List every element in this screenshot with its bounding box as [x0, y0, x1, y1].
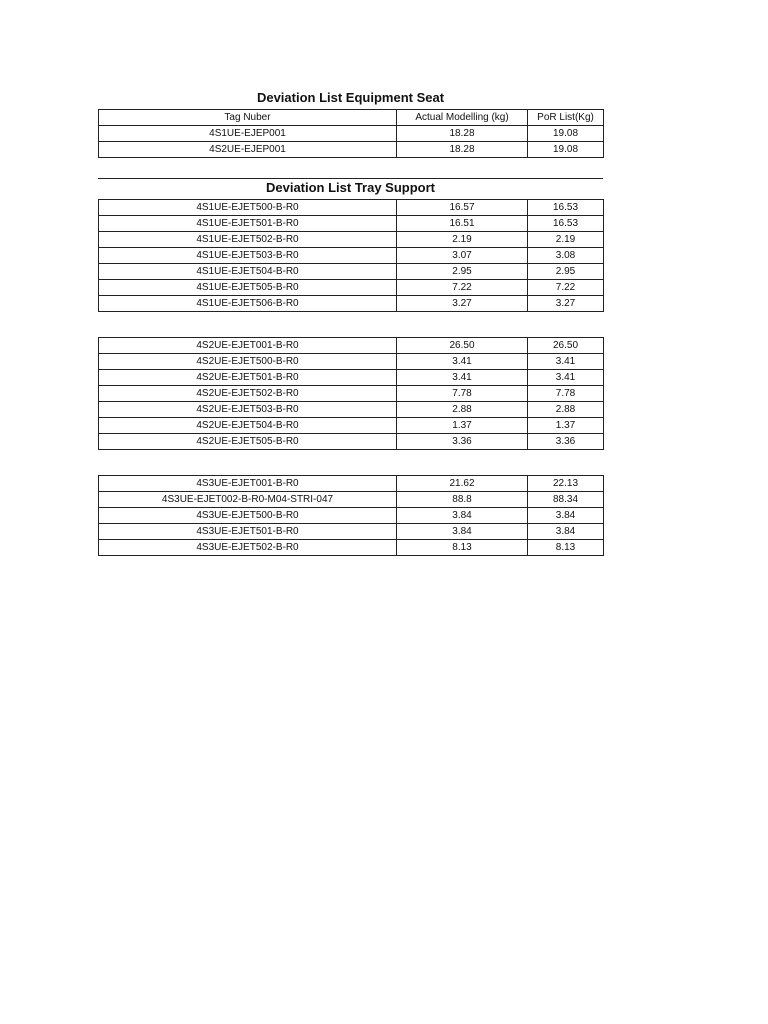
cell-actual: 3.27: [397, 296, 528, 312]
cell-por: 3.84: [528, 508, 604, 524]
section-divider: [98, 178, 603, 179]
cell-por: 7.78: [528, 386, 604, 402]
cell-tag: 4S1UE-EJET501-B-R0: [99, 216, 397, 232]
table-row: [99, 126, 604, 142]
cell-tag: 4S2UE-EJET505-B-R0: [99, 434, 397, 450]
table-row: [99, 280, 604, 296]
cell-tag: 4S2UE-EJET001-B-R0: [99, 338, 397, 354]
table-row: [99, 476, 604, 492]
tray-support-table-group-2: [98, 337, 604, 450]
table-row: [99, 354, 604, 370]
cell-tag: 4S3UE-EJET502-B-R0: [99, 540, 397, 556]
table-row: [99, 508, 604, 524]
cell-tag: 4S3UE-EJET500-B-R0: [99, 508, 397, 524]
cell-tag: 4S2UE-EJET501-B-R0: [99, 370, 397, 386]
cell-actual: 3.84: [397, 524, 528, 540]
cell-por: 3.08: [528, 248, 604, 264]
table-row: [99, 296, 604, 312]
cell-actual: 3.84: [397, 508, 528, 524]
cell-tag: 4S3UE-EJET001-B-R0: [99, 476, 397, 492]
equipment-seat-table: [98, 109, 604, 158]
table-row: [99, 540, 604, 556]
cell-actual: 7.22: [397, 280, 528, 296]
table-row: [99, 264, 604, 280]
table-row: [99, 338, 604, 354]
table-row: [99, 386, 604, 402]
equipment-seat-title: Deviation List Equipment Seat: [256, 90, 445, 105]
cell-actual: 3.41: [397, 370, 528, 386]
cell-por: 3.36: [528, 434, 604, 450]
cell-por: 88.34: [528, 492, 604, 508]
cell-actual: 18.28: [397, 142, 528, 158]
header-tag: Tag Nuber: [99, 110, 397, 126]
cell-por: 16.53: [528, 200, 604, 216]
cell-tag: 4S2UE-EJET503-B-R0: [99, 402, 397, 418]
table-row: [99, 200, 604, 216]
cell-tag: 4S1UE-EJET500-B-R0: [99, 200, 397, 216]
tray-support-title: Deviation List Tray Support: [265, 180, 436, 195]
cell-por: 1.37: [528, 418, 604, 434]
cell-actual: 7.78: [397, 386, 528, 402]
cell-por: 16.53: [528, 216, 604, 232]
cell-por: 2.19: [528, 232, 604, 248]
cell-actual: 21.62: [397, 476, 528, 492]
table-row: [99, 142, 604, 158]
cell-tag: 4S1UE-EJET506-B-R0: [99, 296, 397, 312]
cell-tag: 4S1UE-EJET504-B-R0: [99, 264, 397, 280]
cell-actual: 18.28: [397, 126, 528, 142]
cell-por: 3.84: [528, 524, 604, 540]
cell-tag: 4S2UE-EJEP001: [99, 142, 397, 158]
table-row: [99, 418, 604, 434]
header-actual-modelling: Actual Modelling (kg): [397, 110, 528, 126]
table-row: [99, 492, 604, 508]
cell-actual: 3.36: [397, 434, 528, 450]
cell-por: 22.13: [528, 476, 604, 492]
table-row: [99, 248, 604, 264]
cell-actual: 1.37: [397, 418, 528, 434]
table-row: [99, 402, 604, 418]
cell-por: 8.13: [528, 540, 604, 556]
cell-actual: 26.50: [397, 338, 528, 354]
cell-por: 3.41: [528, 370, 604, 386]
cell-actual: 2.19: [397, 232, 528, 248]
table-row: [99, 524, 604, 540]
cell-por: 2.88: [528, 402, 604, 418]
cell-tag: 4S1UE-EJET505-B-R0: [99, 280, 397, 296]
cell-por: 2.95: [528, 264, 604, 280]
cell-tag: 4S2UE-EJET500-B-R0: [99, 354, 397, 370]
cell-actual: 3.41: [397, 354, 528, 370]
header-por-list: PoR List(Kg): [528, 110, 604, 126]
cell-actual: 8.13: [397, 540, 528, 556]
cell-tag: 4S2UE-EJET502-B-R0: [99, 386, 397, 402]
cell-por: 19.08: [528, 126, 604, 142]
cell-por: 26.50: [528, 338, 604, 354]
table-row: [99, 370, 604, 386]
table-row: [99, 232, 604, 248]
table-header-row: [99, 110, 604, 126]
cell-actual: 2.88: [397, 402, 528, 418]
tray-support-table-group-3: [98, 475, 604, 556]
cell-tag: 4S3UE-EJET002-B-R0-M04-STRI-047: [99, 492, 397, 508]
cell-actual: 88.8: [397, 492, 528, 508]
cell-tag: 4S1UE-EJET502-B-R0: [99, 232, 397, 248]
table-row: [99, 216, 604, 232]
cell-tag: 4S1UE-EJEP001: [99, 126, 397, 142]
cell-por: 7.22: [528, 280, 604, 296]
cell-actual: 16.51: [397, 216, 528, 232]
cell-por: 3.41: [528, 354, 604, 370]
cell-tag: 4S1UE-EJET503-B-R0: [99, 248, 397, 264]
cell-actual: 2.95: [397, 264, 528, 280]
cell-actual: 16.57: [397, 200, 528, 216]
tray-support-table-group-1: [98, 199, 604, 312]
cell-por: 3.27: [528, 296, 604, 312]
cell-tag: 4S2UE-EJET504-B-R0: [99, 418, 397, 434]
cell-tag: 4S3UE-EJET501-B-R0: [99, 524, 397, 540]
cell-por: 19.08: [528, 142, 604, 158]
cell-actual: 3.07: [397, 248, 528, 264]
table-row: [99, 434, 604, 450]
